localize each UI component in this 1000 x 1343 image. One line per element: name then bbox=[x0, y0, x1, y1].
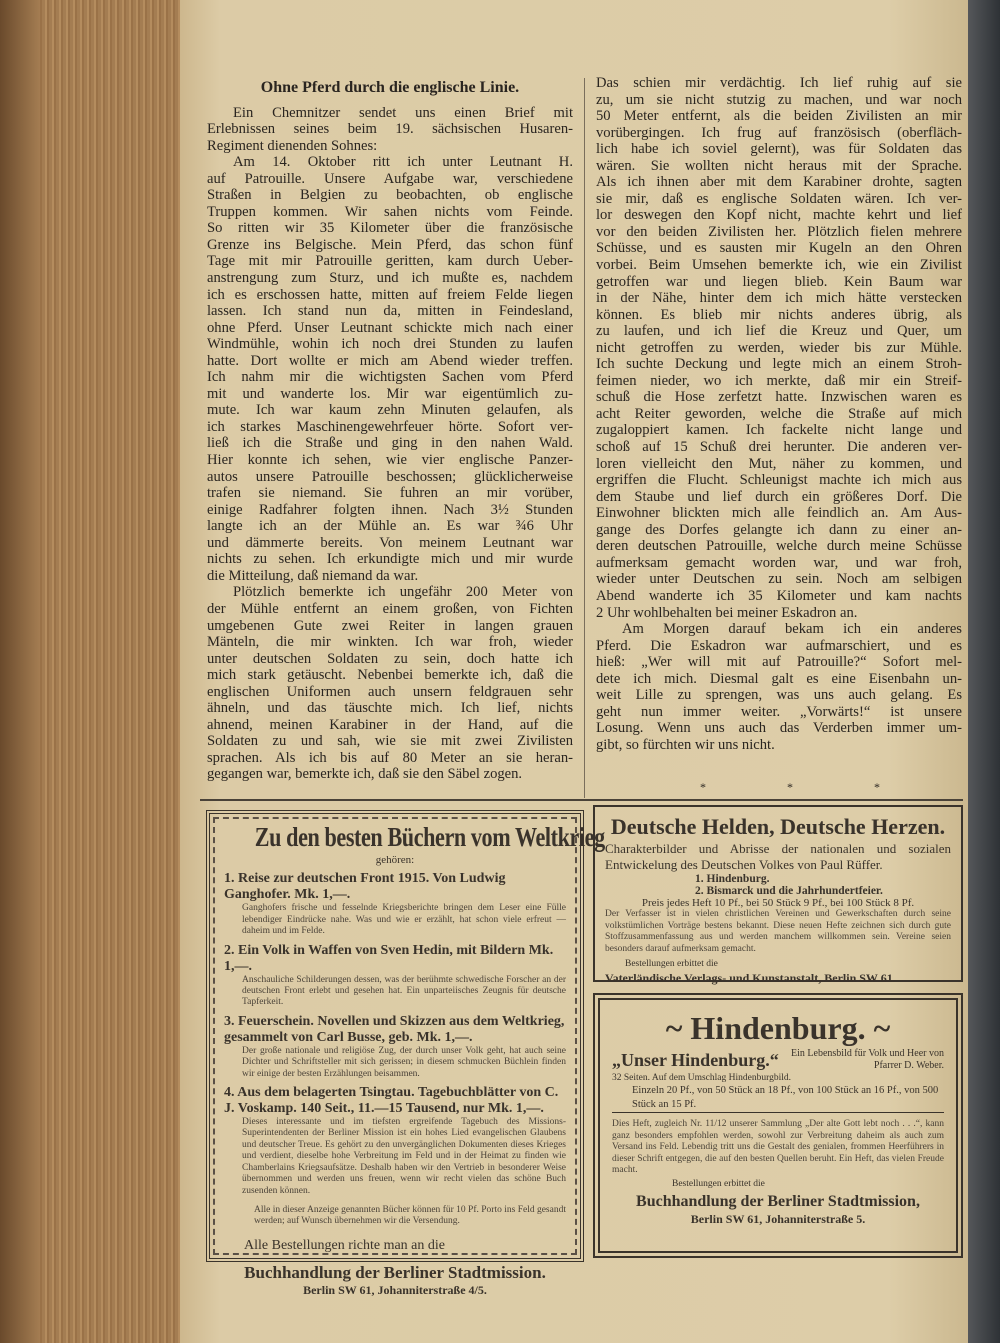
ad-item: 2. Bismarck und die Jahrhundertfeier. bbox=[695, 885, 883, 897]
ad-book-title: „Unser Hindenburg.“ bbox=[612, 1049, 779, 1070]
ad-description: Dies Heft, zugleich Nr. 11/12 unserer Sammlung „Der alte Gott lebt noch . . .“, kann ganz besonders empfohlen werden, sowohl zur Verbreitung daheim als auch zum Versand ins Feld. Lebendig tritt uns die Gestalt des genialen, frommen Heerführers in dieser Schrift entgegen, die auf den besten Quellen beruht. Ein Heft, das vielen Freude macht. bbox=[612, 1119, 944, 1176]
ad-book-description: Anschauliche Schilderungen dessen, was der berühmte schwedische Forscher an der deutschen Front erlebt und gesehen hat. Ein unparteiisches Zeugnis für deutsche Tapferkeit. bbox=[242, 974, 566, 1008]
ad-book-description: Ganghofers frische und fesselnde Kriegsberichte bringen dem Leser eine Fülle lebendiger Eindrücke nahe. Was und wie er erzählt, hat schon viele erfreut — daheim und im Felde. bbox=[242, 903, 566, 937]
article-line: Einwohner blickten mich alle feindlich an. Am Aus- bbox=[596, 505, 962, 522]
ad-book-description: Der große nationale und religiöse Zug, der durch unser Volk geht, hat auch seine Dichter und Schriftsteller mit sich gerissen; in diesem schmucken Büchlein finden wir einige der besten Erzählungen beisammen. bbox=[242, 1045, 566, 1079]
article-line: auf Patrouille. Unsere Aufgabe war, verschiedene bbox=[207, 170, 573, 187]
article-line: mute. Ich war kaum zehn Minuten gelaufen, als bbox=[207, 402, 573, 419]
article-line: unter deutschen Soldaten zu sein, doch hatte ich bbox=[207, 650, 573, 667]
ad-order-text: Bestellungen erbittet die bbox=[672, 1179, 765, 1190]
ad-book-item bbox=[224, 1014, 566, 1080]
ad-book-title: 2. Ein Volk in Waffen von Sven Hedin, mit Bildern Mk. 1,—. bbox=[224, 942, 554, 974]
article-line: die Mitteilung, daß niemand da war. bbox=[207, 567, 419, 584]
ad-description: Der Verfasser ist in vielen christlichen Vereinen und Gewerkschaften durch seine volkstümlichen Vorträge bestens bekannt. Diese neuen Hefte zeichnen sich durch gute Stoffzusammenfassung aus und werden manchem willkommen sein. Vereine seien besonders darauf aufmerksam gemacht. bbox=[605, 909, 951, 954]
article-line: englischen Uniformen auch unsern feldgrauen sehr bbox=[207, 683, 573, 700]
article-line: mich stark getäuscht. Nebenbei bemerkte ich, daß die bbox=[207, 667, 573, 684]
article-line: in der Nähe, hinter dem ich mich hätte verstecken bbox=[596, 290, 962, 307]
ad-publisher: Buchhandlung der Berliner Stadtmission, bbox=[636, 1192, 920, 1210]
ad-book-item bbox=[224, 1085, 566, 1197]
article-line: Tage mit mir Patrouille geritten, kam durch Ueber- bbox=[207, 253, 573, 270]
article-line: und dämmerte bereits. Von meinem Leutnant war bbox=[207, 534, 573, 551]
article-line: umgebenen Gute zwei Reiter in langen grauen bbox=[207, 617, 573, 634]
article-line: ohne Pferd. Unser Leutnant schickte mich nach einer bbox=[207, 319, 573, 336]
ad-headline: Zu den besten Büchern vom Weltkrieg bbox=[254, 822, 605, 852]
article-line: zu laufen, und ich lief die Kreuz und Quer, um bbox=[596, 323, 962, 340]
article-line: einige Radfahrer folgten ihnen. Nach 3½ Stunden bbox=[207, 501, 573, 518]
ad-book-title: 4. Aus dem belagerten Tsingtau. Tagebuchblätter von C. J. Voskamp. 140 Seit., 11.—15 Tausend, nur Mk. 1,—. bbox=[224, 1085, 559, 1117]
ad-order-text: Alle Bestellungen richte man an die bbox=[244, 1237, 445, 1253]
article-line: zu, um sie nicht stutzig zu machen, und war noch bbox=[596, 91, 962, 108]
ad-publisher: Vaterländische Verlags- und Kunstanstalt, Berlin SW 61. bbox=[605, 971, 896, 986]
article-line: ergriffen die Flucht. Schleunigst machte ich mich aus bbox=[596, 472, 962, 489]
article-line: nicht getroffen zu werden, wieder bis zur Mühle. bbox=[596, 339, 962, 356]
article-line: dete ich mich. Diesmal galt es eine Eisenbahn un- bbox=[596, 670, 962, 687]
article-line: lich habe ich soviel gelernt), was für Soldaten das bbox=[596, 141, 962, 158]
article-line: geht nun immer weiter. „Vorwärts!“ ist unsere bbox=[596, 703, 962, 720]
article-column-1 bbox=[207, 80, 573, 783]
article-line: Erlebnissen seines beim 19. sächsischen Husaren- bbox=[207, 121, 573, 138]
article-line: vorbei. Beim Umsehen bemerkte ich, wie ein Zivilist bbox=[596, 257, 962, 274]
ad-address: Berlin SW 61, Johanniterstraße 5. bbox=[690, 1211, 866, 1226]
article-line: gibt, so fürchten wir uns nicht. bbox=[596, 736, 775, 753]
article-line: Schüsse, und es sausten mir Kugeln an den Ohren bbox=[596, 240, 962, 257]
article-line: 2 Uhr wohlbehalten bei meiner Eskadron an. bbox=[596, 604, 858, 621]
ad-headline: ~ Hindenburg. ~ bbox=[665, 1010, 891, 1046]
article-line: vor den beiden Zivilisten her. Plötzlich fielen mehrere bbox=[596, 223, 962, 240]
article-line: schuß die Hose zerfetzt hatte. Inzwischen waren es bbox=[596, 389, 962, 406]
article-line: loren vielleicht den Mut, näher zu kommen, und bbox=[596, 455, 962, 472]
article-line: Ich suchte Deckung und legte mich an einem Stroh- bbox=[596, 356, 962, 373]
article-line: sprachen. Als ich bis auf 80 Meter an sie heran- bbox=[207, 749, 573, 766]
article-line: zugaloppiert kamen. Ich fackelte nicht lange und bbox=[596, 422, 962, 439]
article-line: Truppen kommen. Wir sahen nichts vom Feinde. bbox=[207, 203, 573, 220]
article-line: sie mir, daß es englische Soldaten wären. Ich ver- bbox=[596, 190, 962, 207]
article-line: Hier konnte ich sehen, wie vier englische Panzer- bbox=[207, 452, 573, 469]
ad-note: Alle in dieser Anzeige genannten Bücher können für 10 Pf. Porto ins Feld gesandt werden; auf Wunsch übernehmen wir die Versendung. bbox=[254, 1204, 566, 1227]
ad-book-item bbox=[224, 871, 566, 937]
article-line: schoß auf 15 Schuß drei herunter. Die anderen ver- bbox=[596, 439, 962, 456]
ad-book-description: Dieses interessante und im tiefsten ergreifende Tagebuch des Missions-Superintendenten der Berliner Mission ist ein hohes Lied evangelischen Glaubens und deutscher Treue. Es gehört zu den unvergänglichen Dokumenten dieses Krieges und verdient, dieselbe hohe Verbreitung im Feld und in der Heimat zu finden wie Chamberlains Kriegsaufsätze. Deshalb haben wir den Vertrieb in besonderer Weise übernommen und werden uns freuen, wenn wir recht vielen das schöne Buch zusenden können. bbox=[242, 1117, 566, 1196]
ad-intro: Charakterbilder und Abrisse der nationalen und sozialen Entwickelung des Deutschen Volkes von Paul Rüffer. bbox=[605, 841, 951, 872]
article-line: hieß: „Wer will mit auf Patrouille?“ Sofort mel- bbox=[596, 654, 962, 671]
article-line: ich es erschossen hatte, mitten auf freiem Felde liegen bbox=[207, 286, 573, 303]
ad-address: Berlin SW 61, Johanniterstraße 4/5. bbox=[303, 1282, 487, 1297]
article-line: Regiment dienenden Sohnes: bbox=[207, 137, 378, 154]
article-line: vorübergingen. Ich frug auf französisch (oberfläch- bbox=[596, 124, 962, 141]
article-line: lor deswegen den Kopf nicht, machte kehrt und lief bbox=[596, 207, 962, 224]
article-line: weit Lille zu sprengen, was uns auch gelang. Es bbox=[596, 687, 962, 704]
article-line: ich starkes Maschinengewehrfeuer hörte. Sofort ver- bbox=[207, 418, 573, 435]
book-binding bbox=[968, 0, 1000, 1343]
article-line: Plötzlich bemerkte ich ungefähr 200 Meter von bbox=[233, 584, 573, 601]
article-line: lassen. Ich stand nun da, mitten in Feindesland, bbox=[207, 303, 573, 320]
article-line: deren deutschen Patrouille, welche durch meine Schüsse bbox=[596, 538, 962, 555]
article-line: Das schien mir verdächtig. Ich lief ruhig auf sie bbox=[596, 75, 962, 91]
article-line: Windmühle, wohin ich noch drei Stunden zu laufen bbox=[207, 336, 573, 353]
ad-book-title: 1. Reise zur deutschen Front 1915. Von Ludwig Ganghofer. Mk. 1,—. bbox=[224, 871, 506, 903]
article-line: Grenze ins Belgische. Mein Pferd, das schon fünf bbox=[207, 236, 573, 253]
star: * bbox=[787, 780, 793, 794]
article-line: Straßen in Belgien zu beobachten, ob englische bbox=[207, 187, 573, 204]
article-line: anstrengung zum Sturz, und ich mußte es, nachdem bbox=[207, 270, 573, 287]
ad-subhead: gehören: bbox=[375, 854, 415, 866]
article-line: gange des Dorfes gelangte ich dann zu einer an- bbox=[596, 521, 962, 538]
article-line: der Mühle entfernt an einem großen, von Fichten bbox=[207, 600, 573, 617]
article-line: Soldaten zu und sah, wie sie mit zwei Zivilisten bbox=[207, 733, 573, 750]
article-line: Abend wanderte ich 35 Kilometer und kam nachts bbox=[596, 587, 962, 604]
advertisement-books bbox=[206, 810, 605, 1297]
article-column-2 bbox=[596, 75, 962, 753]
article-line: trafen sie niemand. Sie fuhren an mir vorüber, bbox=[207, 485, 573, 502]
ad-price: Einzeln 20 Pf., von 50 Stück an 18 Pf., von 100 Stück an 16 Pf., von 500 Stück an 15 Pf. bbox=[612, 1084, 944, 1113]
article-line: ließ ich die Straße und ging in den nahen Wald. bbox=[207, 435, 573, 452]
article-line: Losung. Wenn uns auch das Verderben immer um- bbox=[596, 720, 962, 737]
article-end-separator bbox=[700, 780, 880, 795]
article-line: So ritten wir 35 Kilometer über die französische bbox=[207, 220, 573, 237]
article-line: Mänteln, die mir winkten. Ich war froh, wieder bbox=[207, 634, 573, 651]
article-line: können. Es blieb mir nichts anderes übrig, als bbox=[596, 306, 962, 323]
star: * bbox=[874, 780, 880, 794]
article-line: feimen nieder, wo ich merkte, daß mir ein Streif- bbox=[596, 372, 962, 389]
ad-book-title: 3. Feuerschein. Novellen und Skizzen aus dem Weltkrieg, gesammelt von Carl Busse, geb. Mk. 1,—. bbox=[224, 1013, 565, 1045]
article-line: wieder unter Deutschen zu sein. Noch am selbigen bbox=[596, 571, 962, 588]
article-line: autos unsere Patrouille beschossen; glücklicherweise bbox=[207, 468, 573, 485]
book-page-edges bbox=[0, 0, 205, 1343]
ad-item: 1. Hindenburg. bbox=[695, 873, 770, 885]
article-line: Als ich ihnen aber mit dem Karabiner drohte, sagten bbox=[596, 174, 962, 191]
article-line: langte ich an der Mühle an. Es war ¾6 Uhr bbox=[207, 518, 573, 535]
article-line: aufmerksam gemacht worden war, und war froh, bbox=[596, 554, 962, 571]
star: * bbox=[700, 780, 706, 794]
section-divider bbox=[200, 799, 963, 801]
article-line: Ich nahm mir die wichtigsten Sachen vom Pferd bbox=[207, 369, 573, 386]
column-divider bbox=[584, 78, 585, 798]
ad-byline: Ein Lebensbild für Volk und Heer von Pfarrer D. Weber. bbox=[791, 1048, 944, 1071]
ad-pages: 32 Seiten. Auf dem Umschlag Hindenburgbild. bbox=[612, 1073, 791, 1083]
article-line: nichts zu sehen. Ich erkundigte mich und mir wurde bbox=[207, 551, 573, 568]
article-line: gegangen war, bemerkte ich, daß sie den Säbel zogen. bbox=[207, 766, 523, 783]
article-line: wären. Sie wollten nicht heraus mit der Sprache. bbox=[596, 157, 962, 174]
article-line: hatte. Dort wollte er mich am Abend wieder treffen. bbox=[207, 352, 573, 369]
ad-order-text: Bestellungen erbittet die bbox=[625, 959, 718, 970]
ad-headline: Deutsche Helden, Deutsche Herzen. bbox=[610, 814, 946, 839]
article-line: 50 Meter entfernt, als die beiden Zivilisten an mir bbox=[596, 108, 962, 125]
article-line: Am 14. Oktober ritt ich unter Leutnant H. bbox=[233, 154, 573, 171]
article-line: Am Morgen darauf bekam ich ein anderes bbox=[622, 621, 962, 638]
article-line: dem Staube und lief durch ein größeres Dorf. Die bbox=[596, 488, 962, 505]
ad-price: Preis jedes Heft 10 Pf., bei 50 Stück 9 Pf., bei 100 Stück 8 Pf. bbox=[641, 897, 915, 909]
article-line: ähneln, und das täuschte mich. Ich lief, nichts bbox=[207, 700, 573, 717]
advertisement-deutsche-helden bbox=[593, 805, 963, 986]
article-line: ahnend, meinen Karabiner in der Hand, auf die bbox=[207, 716, 573, 733]
advertisement-hindenburg bbox=[593, 993, 963, 1258]
article-title: Ohne Pferd durch die englische Linie. bbox=[260, 79, 520, 96]
article-line: Pferd. Die Eskadron war aufmarschiert, und es bbox=[596, 637, 962, 654]
article-line: mit und wanderte los. Mir war eigentümlich zu- bbox=[207, 385, 573, 402]
ad-book-item bbox=[224, 943, 566, 1009]
article-line: getroffen war und liegen blieb. Kein Baum war bbox=[596, 273, 962, 290]
article-line: acht Reiter geworden, welche die Straße auf mich bbox=[596, 405, 962, 422]
ad-publisher: Buchhandlung der Berliner Stadtmission. bbox=[244, 1262, 546, 1282]
article-line: Ein Chemnitzer sendet uns einen Brief mit bbox=[233, 104, 573, 121]
